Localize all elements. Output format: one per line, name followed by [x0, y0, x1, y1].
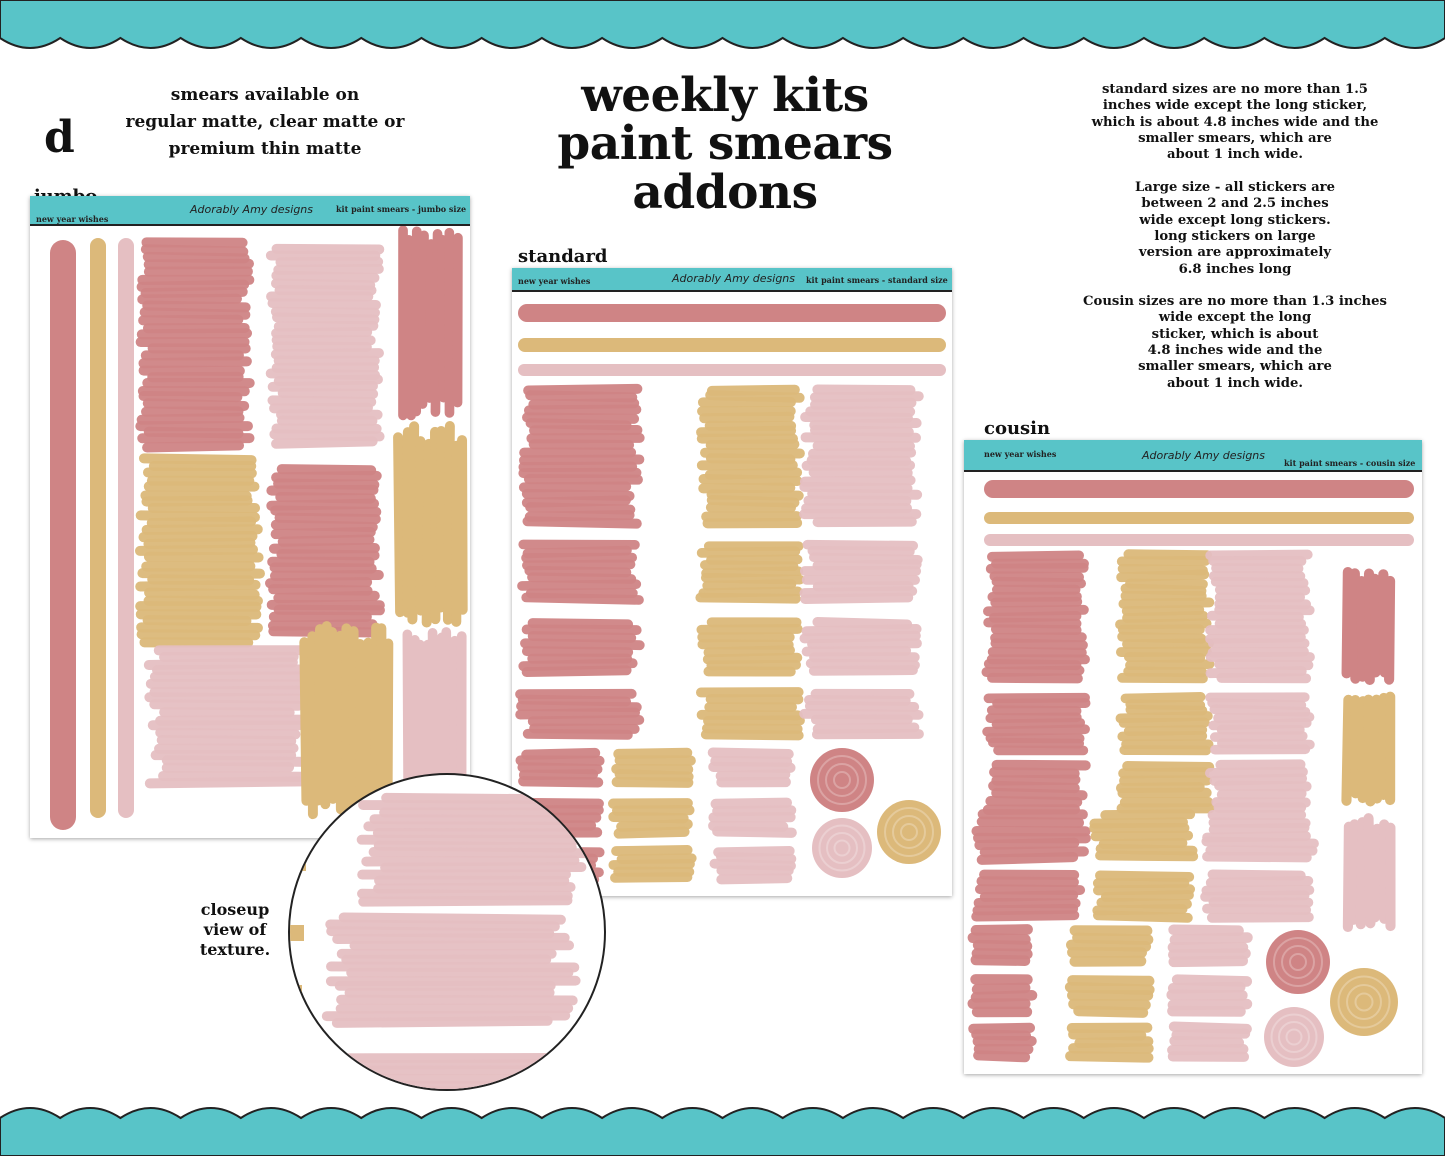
paint-smear	[520, 694, 639, 735]
paint-smear	[713, 753, 791, 783]
paint-smear	[986, 555, 1085, 678]
paint-smear	[1094, 814, 1193, 856]
cousin-size-note: Cousin sizes are no more than 1.3 inches wide except the long sticker, which is about 4.8 inches wide and the smaller smears, which are about 1 inch wide.	[1083, 293, 1387, 391]
long-smear	[984, 512, 1414, 524]
paint-smear	[1172, 1027, 1247, 1057]
round-smear	[1264, 1007, 1324, 1067]
title-line: paint smears addons	[557, 116, 893, 220]
paint-smear	[1173, 930, 1247, 962]
paint-smear	[701, 390, 800, 524]
page-title	[470, 68, 980, 220]
round-smear	[877, 800, 941, 864]
paint-smear	[613, 803, 689, 833]
paint-smear	[1172, 980, 1247, 1012]
paint-smear	[140, 242, 249, 447]
paint-smear	[1206, 815, 1314, 857]
long-smear	[118, 238, 134, 818]
standard-smears	[512, 292, 952, 894]
texture-closeup-circle	[288, 773, 606, 1091]
long-smear	[50, 240, 76, 830]
closeup-caption	[190, 900, 280, 960]
jumbo-smears	[30, 226, 470, 836]
long-smear	[984, 534, 1414, 546]
paint-smear	[973, 929, 1028, 960]
paint-smear	[1070, 1028, 1148, 1058]
paint-smear	[270, 469, 380, 632]
standard-size-note: standard sizes are no more than 1.5 inches wide except the long sticker, which is about 4.8 inches wide and the smaller smears, which are about 1 inch wide.	[1091, 82, 1379, 163]
paint-smear	[1210, 765, 1306, 808]
paint-smear	[290, 985, 302, 997]
long-smear	[518, 304, 946, 322]
round-smear	[810, 748, 874, 812]
paint-smear	[713, 803, 792, 833]
title-line: weekly kits	[581, 68, 869, 123]
paint-smear	[701, 622, 797, 671]
availability-line: regular matte, clear matte or	[125, 112, 405, 133]
paint-smear	[292, 1058, 583, 1089]
variant-letter: d	[44, 112, 75, 163]
brand-logo: Adorably Amy designs	[1142, 449, 1266, 462]
paint-smear	[522, 544, 639, 600]
paint-smear	[1070, 980, 1149, 1012]
paint-smear	[987, 698, 1086, 751]
paint-smear	[616, 753, 690, 783]
paint-smear	[976, 875, 1080, 917]
paint-smear	[1120, 697, 1208, 751]
paint-smear	[1071, 930, 1148, 961]
long-smear	[984, 480, 1414, 498]
cousin-sheet[interactable]	[964, 440, 1422, 1074]
caption-line: view of	[203, 920, 267, 939]
sheet-theme: new year wishes	[518, 276, 591, 286]
paint-smear	[613, 850, 691, 878]
paint-smear	[271, 249, 380, 444]
paint-smear	[140, 458, 260, 642]
paint-smear	[521, 753, 600, 782]
paint-smear	[701, 692, 800, 735]
round-smear	[812, 818, 872, 878]
brand-logo: Adorably Amy designs	[672, 272, 796, 285]
cousin-label: cousin	[984, 418, 1051, 439]
paint-smear	[403, 230, 458, 415]
long-smear	[90, 238, 106, 818]
paint-smear	[714, 851, 791, 880]
paint-smear	[327, 917, 576, 1023]
paint-smear	[977, 814, 1086, 860]
sheet-size: kit paint smears - cousin size	[1284, 458, 1416, 468]
round-smear	[1330, 968, 1398, 1036]
sheet-theme: new year wishes	[36, 214, 109, 224]
paint-smear	[398, 426, 463, 622]
paint-smear	[804, 389, 919, 522]
caption-line: texture.	[199, 940, 271, 959]
long-smear	[518, 338, 946, 352]
paint-smear	[304, 626, 388, 816]
paint-smear	[973, 1028, 1031, 1057]
paint-smear	[804, 545, 917, 599]
closeup-texture	[290, 775, 604, 1089]
paint-smear	[523, 389, 639, 524]
paint-smear	[973, 979, 1032, 1012]
availability-line: smears available on	[170, 85, 360, 105]
standard-sheet[interactable]	[512, 268, 952, 896]
sheet-size: kit paint smears - jumbo size	[336, 204, 467, 214]
caption-line: closeup	[200, 900, 270, 919]
availability-text	[110, 82, 420, 164]
availability-line: premium thin matte	[168, 139, 362, 160]
paint-smear	[1348, 818, 1391, 927]
size-notes	[1070, 82, 1400, 408]
paint-smear	[1210, 555, 1310, 679]
paint-smear	[1347, 572, 1390, 680]
paint-smear	[804, 622, 917, 671]
paint-smear	[1121, 766, 1210, 808]
cousin-smears	[964, 472, 1422, 1074]
paint-smear	[290, 845, 306, 871]
paint-smear	[804, 694, 919, 735]
top-scalloped-border	[0, 0, 1445, 60]
sheet-theme: new year wishes	[984, 449, 1057, 459]
brand-logo: Adorably Amy designs	[190, 203, 314, 216]
paint-smear	[523, 623, 639, 672]
paint-smear	[700, 546, 800, 599]
paint-smear	[1097, 875, 1190, 917]
large-size-note: Large size - all stickers are between 2 and 2.5 inches wide except long stickers. long stickers on large version are approximately 6.8 inches long	[1134, 179, 1336, 277]
paint-smear	[1205, 874, 1309, 917]
paint-smear	[1346, 697, 1390, 802]
round-smear	[1266, 930, 1330, 994]
sheet-size: kit paint smears - standard size	[806, 275, 948, 285]
paint-smear	[290, 925, 304, 941]
paint-smear	[1210, 697, 1310, 749]
standard-label: standard	[518, 246, 608, 267]
sheet-header	[512, 268, 952, 292]
bottom-scalloped-border	[0, 1096, 1445, 1156]
sheet-header	[964, 440, 1422, 472]
jumbo-sheet[interactable]	[30, 196, 470, 838]
paint-smear	[149, 650, 308, 783]
paint-smear	[988, 765, 1086, 810]
paint-smear	[1120, 554, 1209, 678]
long-smear	[518, 364, 946, 376]
sheet-header	[30, 196, 470, 226]
